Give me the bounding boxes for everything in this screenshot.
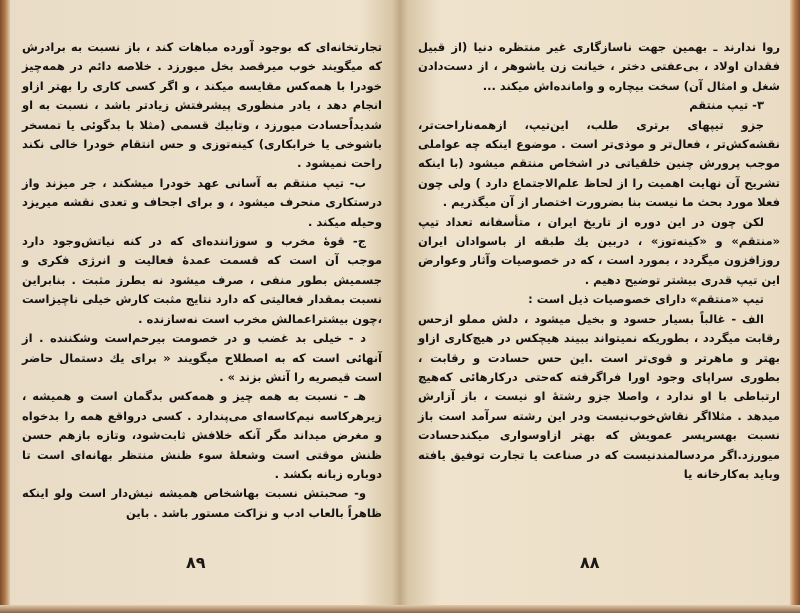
left-paragraph-1: تجارتخانه‌ای که بوجود آورده مباهات کند ، باز نسبت به برادرش که میگویند خوب میرقصد بخل میورزد . خلاصه دائم در همه‌چیز خودرا با همه‌کس مقایسه میکند ، و اگر کسی کاری را بهتر ازاو انجام دهد ، یادر منظوری پیشرفتش زیادتر باشد ، نسبت به او شدیداًحسادت میورزد ، وتابیك قسمی (مثلا با بدگوئی یا تمسخر باشوخی یا خرابکاری) کینه‌توزی و حس انتقام خودرا خالی نکند راحت نمیشود . xyxy=(22,40,382,171)
right-paragraph-2: لکن چون در این دوره از تاریخ ایران ، متأسفانه تعداد تیپ «منتقم» و «کینه‌توز» ، دربین یك طبقه از باسوادان ایران روزافزون میگردد ، بمورد است ، که در خصوصیات وآثار وعوارض این تیپ قدری بیشتر توضیح دهیم . xyxy=(418,214,780,287)
right-page-number: ۸۸ xyxy=(580,553,600,572)
left-page-number: ۸۹ xyxy=(186,553,206,572)
left-paragraph-5: هـ - نسبت به همه چیز و همه‌کس بدگمان است و همیشه ، زیرهرکاسه نیم‌کاسه‌ای می‌پندارد . کسی درواقع همه را بدخواه و مغرض میداند مگر آنکه خلافش ثابت‌شود، وتازه بازهم حسن ظنش موقتی است وشعلۀ سوء ظنش منتظر بهانه‌ای است تا دوباره زبانه بکشد . xyxy=(22,389,382,481)
left-paragraph-6: و- صحبتش نسبت بهاشخاص همیشه نیش‌دار است ولو اینکه ظاهراً بالعاب ادب و نزاکت مستور باشد . باین xyxy=(22,486,382,520)
book-edge-bottom xyxy=(0,605,800,613)
right-page-text xyxy=(418,38,780,550)
right-intro-paragraph: روا ندارند ـ بهمین جهت ناسازگاری غیر منتظره دنیا (از قبیل فقدان اولاد ، بی‌عفتی دختر ، خیانت زن یاشوهر ، از دست‌دادن شغل و امثال آن) سخت بیچاره و وامانده‌اش میکند ... xyxy=(418,40,780,93)
right-paragraph-4: الف - غالباً بسیار حسود و بخیل میشود ، دلش مملو ازحس رقابت میگردد ، بطوریکه نمیتواند ببیند هیچکس در هیچ‌کاری ازاو بهتر و ماهرتر و قوی‌تر است .این حس حسادت و رقابت ، بطوری سراپای وجود اورا فراگرفته که‌حتی درکارهائی که‌هیچ ارتباطی با او ندارد ، واصلا جزو رشتۀ او نیست ، باز آزارش میدهد . مثلااگر نقاش‌خوب‌نیست ودر این رشته سرآمد است باز نسبت بهسرپسر عمویش که بهتر ازاوسواری میکندحسادت میورزد.اگر مردسالمندنیست که در صناعت یا تجارت توفیق یافته وباید به‌کارخانه یا xyxy=(418,311,780,481)
right-paragraph-3: تیپ «منتقم» دارای خصوصیات ذیل است : xyxy=(528,292,764,307)
section-heading: ۳- تیپ منتقم xyxy=(689,98,764,113)
left-page-text xyxy=(22,38,382,550)
right-paragraph-1: جزو تیپهای برتری طلب، این‌تیپ، ازهمه‌ناراحت‌تر، نقشه‌کش‌تر ، فعال‌تر و موذی‌تر است . موضوع اینکه چه عواملی موجب پرورش چنین خلقیاتی در اشخاص منتقم میشود (با اینکه تشریح آن نهایت اهمیت را از لحاظ علم‌الاجتماع دارد ) ولی چون فعلا مورد بحث ما نیست بنا بضرورت اختصار از آن میگذریم . xyxy=(418,117,780,210)
left-paragraph-2: ب- تیپ منتقم به آسانی عهد خودرا میشکند ، جر میزند واز درستکاری منحرف میشود ، و برای اجحاف و تعدی نقشه میریزد وحیله میکند . xyxy=(22,175,382,229)
book-edge-left xyxy=(0,0,10,613)
left-paragraph-4: د - خیلی بد غضب و در خصومت بیرحم‌است وشکننده . از آنهائی است که به اصطلاح میگویند « برای یك دستمال حاضر است قیصریه را آتش بزند » . xyxy=(22,331,382,384)
left-paragraph-3: ج- قوۀ مخرب و سوزاننده‌ای که در کنه نیاتش‌وجود دارد موجب آن است که قسمت عمدۀ فعالیت و انرژی فکری و جسمیش بطور منفی ، صرف میشود نه بطرز مثبت . بنابراین نسبت بمقدار فعالیتی که دارد نتایج مثبت کارش خیلی ناچیزاست ،چون بیشتراعمالش مخرب است نه‌سازنده . xyxy=(22,234,382,326)
book-edge-right xyxy=(790,0,800,613)
